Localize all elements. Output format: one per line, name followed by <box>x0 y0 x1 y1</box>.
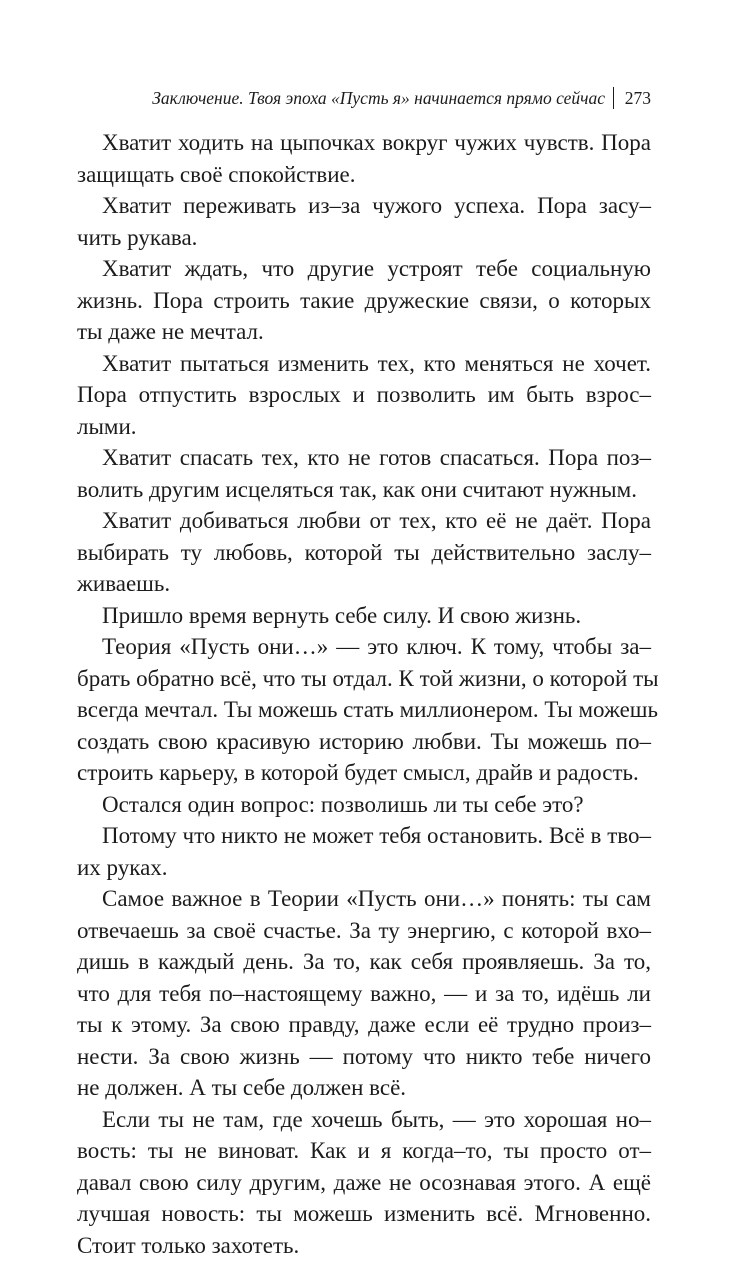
text-line: Хватит ходить на цыпочках вокруг чужих чувств. Пора <box>77 127 651 159</box>
page-number: 273 <box>625 86 651 110</box>
text-line: Хватит добиваться любви от тех, кто её не даёт. Пора <box>77 505 651 537</box>
text-line: не должен. А ты себе должен всё. <box>77 1072 651 1104</box>
text-line: Теория «Пусть они…» — это ключ. К тому, чтобы за– <box>77 631 651 663</box>
text-line: всегда мечтал. Ты можешь стать миллионером. Ты можешь <box>77 694 651 726</box>
text-line: защищать своё спокойствие. <box>77 159 651 191</box>
text-line: строить карьеру, в которой будет смысл, драйв и радость. <box>77 757 651 789</box>
text-line: жизнь. Пора строить такие дружеские связи, о которых <box>77 285 651 317</box>
text-line: отвечаешь за своё счастье. За ту энергию, с которой вхо– <box>77 915 651 947</box>
text-line: чить рукава. <box>77 222 651 254</box>
text-line: ты даже не мечтал. <box>77 316 651 348</box>
text-line: дишь в каждый день. За то, как себя проявляешь. За то, <box>77 946 651 978</box>
text-line: Остался один вопрос: позволишь ли ты себе это? <box>77 789 651 821</box>
text-line: Хватит ждать, что другие устроят тебе социальную <box>77 253 651 285</box>
text-line: Хватит переживать из–за чужого успеха. Пора засу– <box>77 190 651 222</box>
text-line: создать свою красивую историю любви. Ты можешь по– <box>77 726 651 758</box>
text-line: Стоит только захотеть. <box>77 1230 651 1261</box>
text-line: Пришло время вернуть себе силу. И свою жизнь. <box>77 600 651 632</box>
text-line: Если ты не там, где хочешь быть, — это хорошая но– <box>77 1104 651 1136</box>
paragraph <box>77 127 651 190</box>
text-line: нести. За свою жизнь — потому что никто тебе ничего <box>77 1041 651 1073</box>
text-line: живаешь. <box>77 568 651 600</box>
paragraph <box>77 600 651 632</box>
text-line: лыми. <box>77 411 651 443</box>
paragraph <box>77 442 651 505</box>
running-head-title: Заключение. Твоя эпоха «Пусть я» начинается прямо сейчас <box>152 86 605 110</box>
paragraph <box>77 883 651 1104</box>
paragraph <box>77 253 651 348</box>
text-line: Потому что никто не может тебя остановить. Всё в тво– <box>77 820 651 852</box>
paragraph <box>77 820 651 883</box>
text-line: лучшая новость: ты можешь изменить всё. Мгновенно. <box>77 1198 651 1230</box>
text-line: брать обратно всё, что ты отдал. К той жизни, о которой ты <box>77 663 651 695</box>
paragraph <box>77 190 651 253</box>
text-line: давал свою силу другим, даже не осознавая этого. А ещё <box>77 1167 651 1199</box>
paragraph <box>77 505 651 600</box>
text-line: Пора отпустить взрослых и позволить им быть взрос– <box>77 379 651 411</box>
text-line: их руках. <box>77 852 651 884</box>
text-line: ты к этому. За свою правду, даже если её трудно произ– <box>77 1009 651 1041</box>
body-text <box>77 127 651 1261</box>
text-line: волить другим исцеляться так, как они считают нужным. <box>77 474 651 506</box>
text-line: Хватит пытаться изменить тех, кто меняться не хочет. <box>77 348 651 380</box>
running-head <box>70 86 651 110</box>
text-line: Самое важное в Теории «Пусть они…» понять: ты сам <box>77 883 651 915</box>
text-line: Хватит спасать тех, кто не готов спасаться. Пора поз– <box>77 442 651 474</box>
text-line: выбирать ту любовь, которой ты действительно заслу– <box>77 537 651 569</box>
paragraph <box>77 631 651 789</box>
paragraph <box>77 348 651 443</box>
running-head-separator <box>613 87 614 109</box>
paragraph <box>77 1104 651 1261</box>
text-line: что для тебя по–настоящему важно, — и за то, идёшь ли <box>77 978 651 1010</box>
text-line: вость: ты не виноват. Как и я когда–то, ты просто от– <box>77 1135 651 1167</box>
paragraph <box>77 789 651 821</box>
